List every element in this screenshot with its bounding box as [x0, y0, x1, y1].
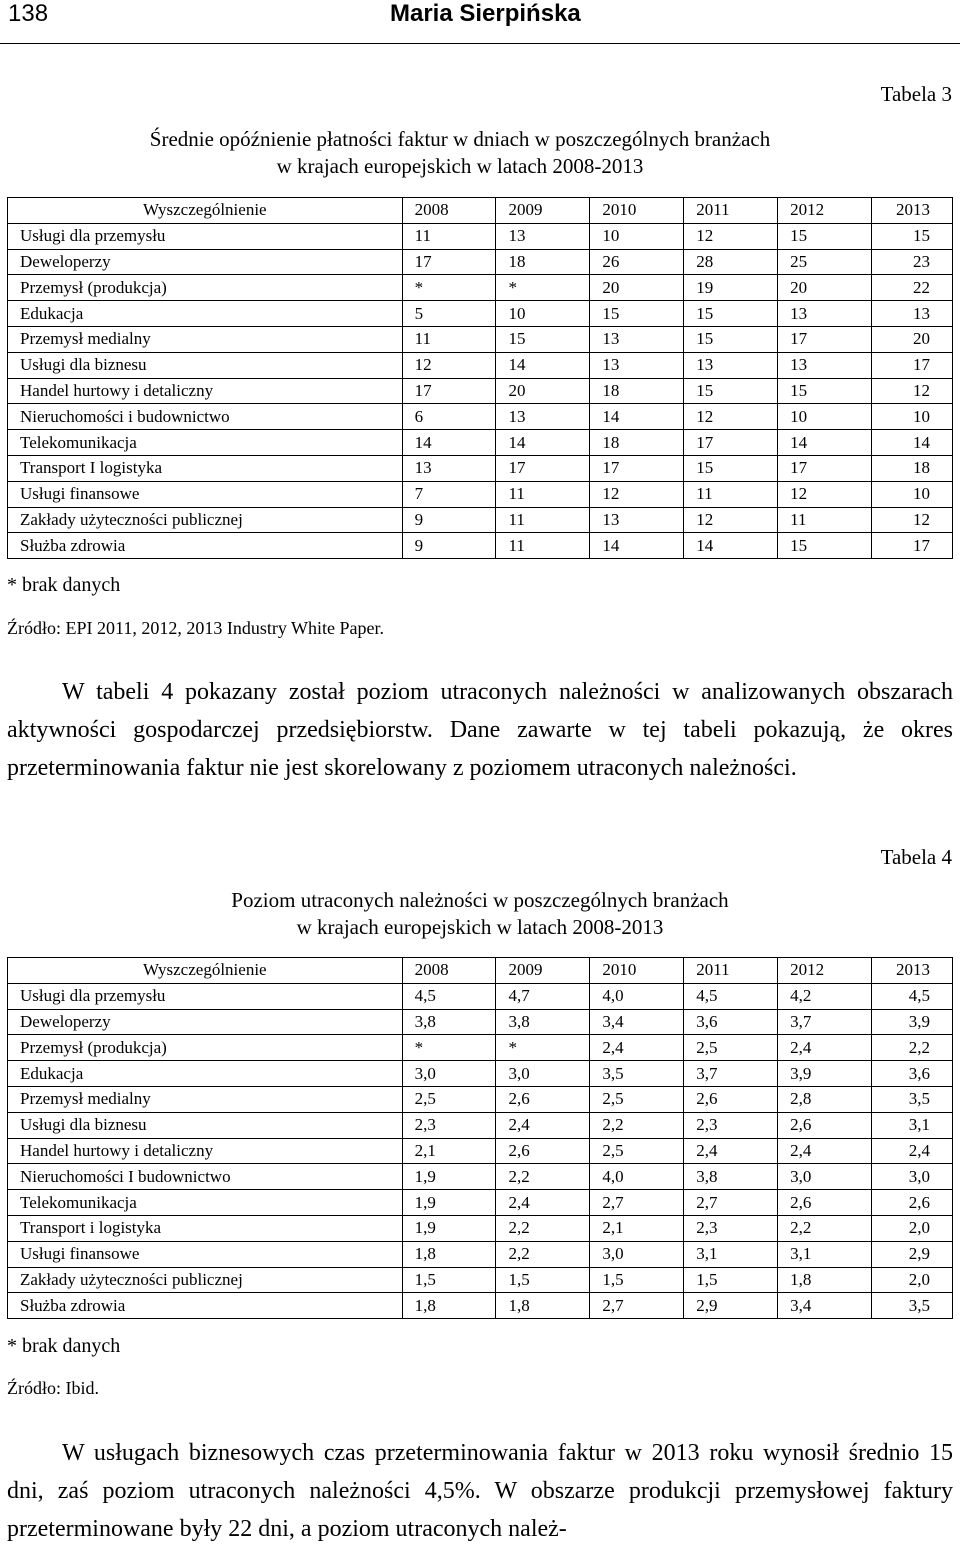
value-cell: 1,5: [590, 1267, 684, 1293]
value-cell: 7: [402, 481, 496, 507]
value-cell: 13: [590, 352, 684, 378]
value-cell: 2,6: [778, 1112, 872, 1138]
row-label-cell: Handel hurtowy i detaliczny: [8, 1138, 403, 1164]
running-author: Maria Sierpińska: [390, 0, 581, 27]
table-row: [8, 533, 953, 559]
value-cell: 13: [871, 301, 952, 327]
table-row: [8, 1112, 953, 1138]
value-cell: 15: [778, 223, 872, 249]
row-label-cell: Usługi finansowe: [8, 481, 403, 507]
column-header: Wyszczególnienie: [8, 958, 403, 984]
value-cell: 4,0: [590, 1164, 684, 1190]
table4-body: [8, 983, 953, 1318]
table3-title-line1: Średnie opóźnienie płatności faktur w dniach w poszczególnych branżach: [149, 127, 771, 151]
value-cell: 3,0: [590, 1241, 684, 1267]
value-cell: 2,5: [684, 1035, 778, 1061]
value-cell: 2,6: [684, 1086, 778, 1112]
value-cell: 2,3: [684, 1112, 778, 1138]
value-cell: 1,5: [684, 1267, 778, 1293]
row-label-cell: Transport I logistyka: [8, 455, 403, 481]
value-cell: 14: [871, 430, 952, 456]
table-row: [8, 1086, 953, 1112]
table-row: [8, 352, 953, 378]
paragraph-1-text: W tabeli 4 pokazany został poziom utraconych należności w analizowanych obszarach aktywności gospodarczej przedsiębiorstw. Dane zawarte w tej tabeli pokazują, że okres przeterminowania faktur nie jest skorelowany z poziomem utraconych należności.: [7, 679, 953, 781]
table-row: [8, 378, 953, 404]
table4-title-line2: w krajach europejskich w latach 2008-2013: [296, 915, 664, 939]
value-cell: 2,5: [590, 1138, 684, 1164]
row-label-cell: Przemysł (produkcja): [8, 1035, 403, 1061]
value-cell: 4,2: [778, 983, 872, 1009]
column-header: 2008: [402, 198, 496, 224]
value-cell: *: [402, 275, 496, 301]
row-label-cell: Edukacja: [8, 1061, 403, 1087]
value-cell: 2,2: [871, 1035, 952, 1061]
value-cell: 3,8: [496, 1009, 590, 1035]
value-cell: 12: [684, 507, 778, 533]
value-cell: 20: [590, 275, 684, 301]
table-row: [8, 507, 953, 533]
value-cell: 11: [496, 481, 590, 507]
paragraph-2: [7, 1434, 953, 1548]
value-cell: 2,5: [590, 1086, 684, 1112]
value-cell: 18: [590, 430, 684, 456]
value-cell: 18: [590, 378, 684, 404]
value-cell: 2,4: [590, 1035, 684, 1061]
value-cell: 9: [402, 533, 496, 559]
value-cell: 2,4: [778, 1035, 872, 1061]
table3-label: Tabela 3: [880, 82, 952, 106]
value-cell: 3,8: [402, 1009, 496, 1035]
value-cell: 2,7: [590, 1293, 684, 1319]
table-row: [8, 1215, 953, 1241]
column-header: 2012: [778, 958, 872, 984]
value-cell: 19: [684, 275, 778, 301]
value-cell: 2,3: [684, 1215, 778, 1241]
value-cell: 14: [496, 352, 590, 378]
value-cell: 9: [402, 507, 496, 533]
value-cell: 2,0: [871, 1215, 952, 1241]
table3-source: Źródło: EPI 2011, 2012, 2013 Industry White Paper.: [7, 618, 384, 638]
column-header: 2011: [684, 958, 778, 984]
value-cell: 11: [496, 533, 590, 559]
row-label-cell: Nieruchomości i budownictwo: [8, 404, 403, 430]
row-label-cell: Służba zdrowia: [8, 533, 403, 559]
row-label-cell: Deweloperzy: [8, 1009, 403, 1035]
value-cell: 3,5: [871, 1086, 952, 1112]
value-cell: 2,0: [871, 1267, 952, 1293]
table-row: [8, 326, 953, 352]
value-cell: 2,4: [684, 1138, 778, 1164]
value-cell: 12: [871, 507, 952, 533]
value-cell: 1,8: [402, 1241, 496, 1267]
value-cell: 3,5: [590, 1061, 684, 1087]
value-cell: 2,2: [496, 1241, 590, 1267]
value-cell: 10: [778, 404, 872, 430]
value-cell: 14: [778, 430, 872, 456]
table-row: [8, 1061, 953, 1087]
value-cell: 2,4: [778, 1138, 872, 1164]
value-cell: 18: [871, 455, 952, 481]
value-cell: 13: [778, 352, 872, 378]
value-cell: *: [496, 1035, 590, 1061]
value-cell: 17: [496, 455, 590, 481]
table-row: [8, 1267, 953, 1293]
value-cell: 11: [402, 223, 496, 249]
value-cell: 18: [496, 249, 590, 275]
table3-title: [0, 126, 940, 180]
value-cell: 17: [871, 352, 952, 378]
value-cell: 2,4: [496, 1112, 590, 1138]
value-cell: 2,7: [590, 1190, 684, 1216]
table-row: [8, 275, 953, 301]
row-label-cell: Usługi dla biznesu: [8, 352, 403, 378]
value-cell: 3,0: [778, 1164, 872, 1190]
value-cell: 3,0: [496, 1061, 590, 1087]
value-cell: 17: [778, 326, 872, 352]
value-cell: 2,5: [402, 1086, 496, 1112]
value-cell: 3,6: [684, 1009, 778, 1035]
value-cell: 15: [684, 326, 778, 352]
value-cell: 13: [590, 507, 684, 533]
value-cell: 10: [590, 223, 684, 249]
value-cell: 3,7: [778, 1009, 872, 1035]
value-cell: 20: [871, 326, 952, 352]
value-cell: 2,6: [496, 1086, 590, 1112]
value-cell: 2,6: [871, 1190, 952, 1216]
value-cell: 3,7: [684, 1061, 778, 1087]
table-row: [8, 1164, 953, 1190]
column-header: 2009: [496, 198, 590, 224]
header-rule: [0, 43, 960, 44]
table-row: [8, 1035, 953, 1061]
table4-note: * brak danych: [7, 1335, 121, 1357]
value-cell: 15: [871, 223, 952, 249]
value-cell: 14: [684, 533, 778, 559]
value-cell: 23: [871, 249, 952, 275]
value-cell: 13: [778, 301, 872, 327]
value-cell: 1,9: [402, 1190, 496, 1216]
value-cell: 26: [590, 249, 684, 275]
value-cell: 1,9: [402, 1215, 496, 1241]
value-cell: 1,5: [496, 1267, 590, 1293]
value-cell: 2,2: [496, 1164, 590, 1190]
column-header: 2013: [871, 198, 952, 224]
value-cell: 17: [402, 378, 496, 404]
value-cell: 13: [590, 326, 684, 352]
column-header: 2010: [590, 198, 684, 224]
value-cell: 10: [871, 404, 952, 430]
table4-label: Tabela 4: [880, 845, 952, 869]
value-cell: 13: [496, 404, 590, 430]
value-cell: 4,5: [402, 983, 496, 1009]
value-cell: 14: [496, 430, 590, 456]
table4-title-line1: Poziom utraconych należności w poszczególnych branżach: [231, 888, 729, 912]
table4-title: [0, 887, 960, 941]
value-cell: 3,0: [402, 1061, 496, 1087]
value-cell: 10: [871, 481, 952, 507]
row-label-cell: Służba zdrowia: [8, 1293, 403, 1319]
value-cell: 14: [590, 533, 684, 559]
table4-source: Źródło: Ibid.: [7, 1378, 99, 1398]
value-cell: 4,7: [496, 983, 590, 1009]
row-label-cell: Usługi dla biznesu: [8, 1112, 403, 1138]
paragraph-1: [7, 673, 953, 787]
value-cell: 2,8: [778, 1086, 872, 1112]
value-cell: 3,8: [684, 1164, 778, 1190]
table-row: [8, 430, 953, 456]
value-cell: 15: [684, 378, 778, 404]
table-row: [8, 223, 953, 249]
value-cell: 6: [402, 404, 496, 430]
row-label-cell: Usługi finansowe: [8, 1241, 403, 1267]
value-cell: 3,4: [778, 1293, 872, 1319]
value-cell: 17: [871, 533, 952, 559]
table4-header-row: [8, 958, 953, 984]
column-header: 2009: [496, 958, 590, 984]
value-cell: 4,5: [871, 983, 952, 1009]
value-cell: 1,9: [402, 1164, 496, 1190]
value-cell: 11: [778, 507, 872, 533]
value-cell: *: [496, 275, 590, 301]
table3-body: [8, 223, 953, 558]
value-cell: 2,3: [402, 1112, 496, 1138]
value-cell: 11: [684, 481, 778, 507]
value-cell: 3,9: [871, 1009, 952, 1035]
table3-note: * brak danych: [7, 574, 121, 596]
value-cell: 2,4: [496, 1190, 590, 1216]
value-cell: 15: [778, 533, 872, 559]
value-cell: 17: [684, 430, 778, 456]
column-header: 2011: [684, 198, 778, 224]
value-cell: 3,1: [684, 1241, 778, 1267]
table3-title-line2: w krajach europejskich w latach 2008-2013: [276, 154, 644, 178]
row-label-cell: Handel hurtowy i detaliczny: [8, 378, 403, 404]
value-cell: 3,5: [871, 1293, 952, 1319]
value-cell: 3,1: [871, 1112, 952, 1138]
value-cell: 13: [684, 352, 778, 378]
value-cell: 2,2: [590, 1112, 684, 1138]
value-cell: 2,9: [684, 1293, 778, 1319]
value-cell: 2,1: [590, 1215, 684, 1241]
column-header: 2010: [590, 958, 684, 984]
row-label-cell: Zakłady użyteczności publicznej: [8, 507, 403, 533]
row-label-cell: Usługi dla przemysłu: [8, 983, 403, 1009]
value-cell: 13: [402, 455, 496, 481]
table3-header-row: [8, 198, 953, 224]
value-cell: 17: [402, 249, 496, 275]
value-cell: 3,4: [590, 1009, 684, 1035]
value-cell: 15: [496, 326, 590, 352]
table-row: [8, 301, 953, 327]
value-cell: 1,8: [402, 1293, 496, 1319]
page-number: 138: [8, 0, 49, 27]
value-cell: 2,6: [778, 1190, 872, 1216]
value-cell: 10: [496, 301, 590, 327]
value-cell: 2,2: [496, 1215, 590, 1241]
table-row: [8, 1138, 953, 1164]
value-cell: 5: [402, 301, 496, 327]
value-cell: 17: [778, 455, 872, 481]
value-cell: 12: [402, 352, 496, 378]
value-cell: 3,9: [778, 1061, 872, 1087]
value-cell: 1,8: [496, 1293, 590, 1319]
value-cell: 1,8: [778, 1267, 872, 1293]
value-cell: 20: [496, 378, 590, 404]
column-header: 2008: [402, 958, 496, 984]
value-cell: *: [402, 1035, 496, 1061]
row-label-cell: Telekomunikacja: [8, 430, 403, 456]
column-header: 2012: [778, 198, 872, 224]
table-row: [8, 983, 953, 1009]
value-cell: 12: [871, 378, 952, 404]
row-label-cell: Przemysł medialny: [8, 326, 403, 352]
page-header: [0, 0, 960, 44]
row-label-cell: Deweloperzy: [8, 249, 403, 275]
value-cell: 11: [496, 507, 590, 533]
value-cell: 13: [496, 223, 590, 249]
row-label-cell: Przemysł (produkcja): [8, 275, 403, 301]
value-cell: 12: [590, 481, 684, 507]
row-label-cell: Przemysł medialny: [8, 1086, 403, 1112]
value-cell: 2,1: [402, 1138, 496, 1164]
value-cell: 2,7: [684, 1190, 778, 1216]
table-row: [8, 404, 953, 430]
table4: [7, 957, 953, 1319]
column-header: 2013: [871, 958, 952, 984]
value-cell: 11: [402, 326, 496, 352]
value-cell: 20: [778, 275, 872, 301]
value-cell: 15: [778, 378, 872, 404]
value-cell: 22: [871, 275, 952, 301]
row-label-cell: Usługi dla przemysłu: [8, 223, 403, 249]
table-row: [8, 1293, 953, 1319]
row-label-cell: Nieruchomości I budownictwo: [8, 1164, 403, 1190]
value-cell: 2,6: [496, 1138, 590, 1164]
value-cell: 14: [402, 430, 496, 456]
row-label-cell: Edukacja: [8, 301, 403, 327]
value-cell: 15: [590, 301, 684, 327]
value-cell: 2,2: [778, 1215, 872, 1241]
value-cell: 3,0: [871, 1164, 952, 1190]
value-cell: 2,9: [871, 1241, 952, 1267]
table-row: [8, 1190, 953, 1216]
table3: [7, 197, 953, 559]
row-label-cell: Transport i logistyka: [8, 1215, 403, 1241]
table-row: [8, 481, 953, 507]
paragraph-2-text: W usługach biznesowych czas przeterminowania faktur w 2013 roku wynosił średnio 15 dni, zaś poziom utraconych należności 4,5%. W obszarze produkcji przemysłowej faktury przeterminowane były 22 dni, a poziom utraconych należ-: [7, 1440, 953, 1542]
table-row: [8, 1009, 953, 1035]
value-cell: 15: [684, 301, 778, 327]
value-cell: 17: [590, 455, 684, 481]
value-cell: 25: [778, 249, 872, 275]
value-cell: 2,4: [871, 1138, 952, 1164]
value-cell: 1,5: [402, 1267, 496, 1293]
value-cell: 12: [778, 481, 872, 507]
value-cell: 4,5: [684, 983, 778, 1009]
value-cell: 4,0: [590, 983, 684, 1009]
table-row: [8, 455, 953, 481]
value-cell: 3,1: [778, 1241, 872, 1267]
column-header: Wyszczególnienie: [8, 198, 403, 224]
row-label-cell: Telekomunikacja: [8, 1190, 403, 1216]
value-cell: 12: [684, 404, 778, 430]
table-row: [8, 249, 953, 275]
row-label-cell: Zakłady użyteczności publicznej: [8, 1267, 403, 1293]
value-cell: 14: [590, 404, 684, 430]
table-row: [8, 1241, 953, 1267]
value-cell: 15: [684, 455, 778, 481]
value-cell: 12: [684, 223, 778, 249]
value-cell: 28: [684, 249, 778, 275]
value-cell: 3,6: [871, 1061, 952, 1087]
